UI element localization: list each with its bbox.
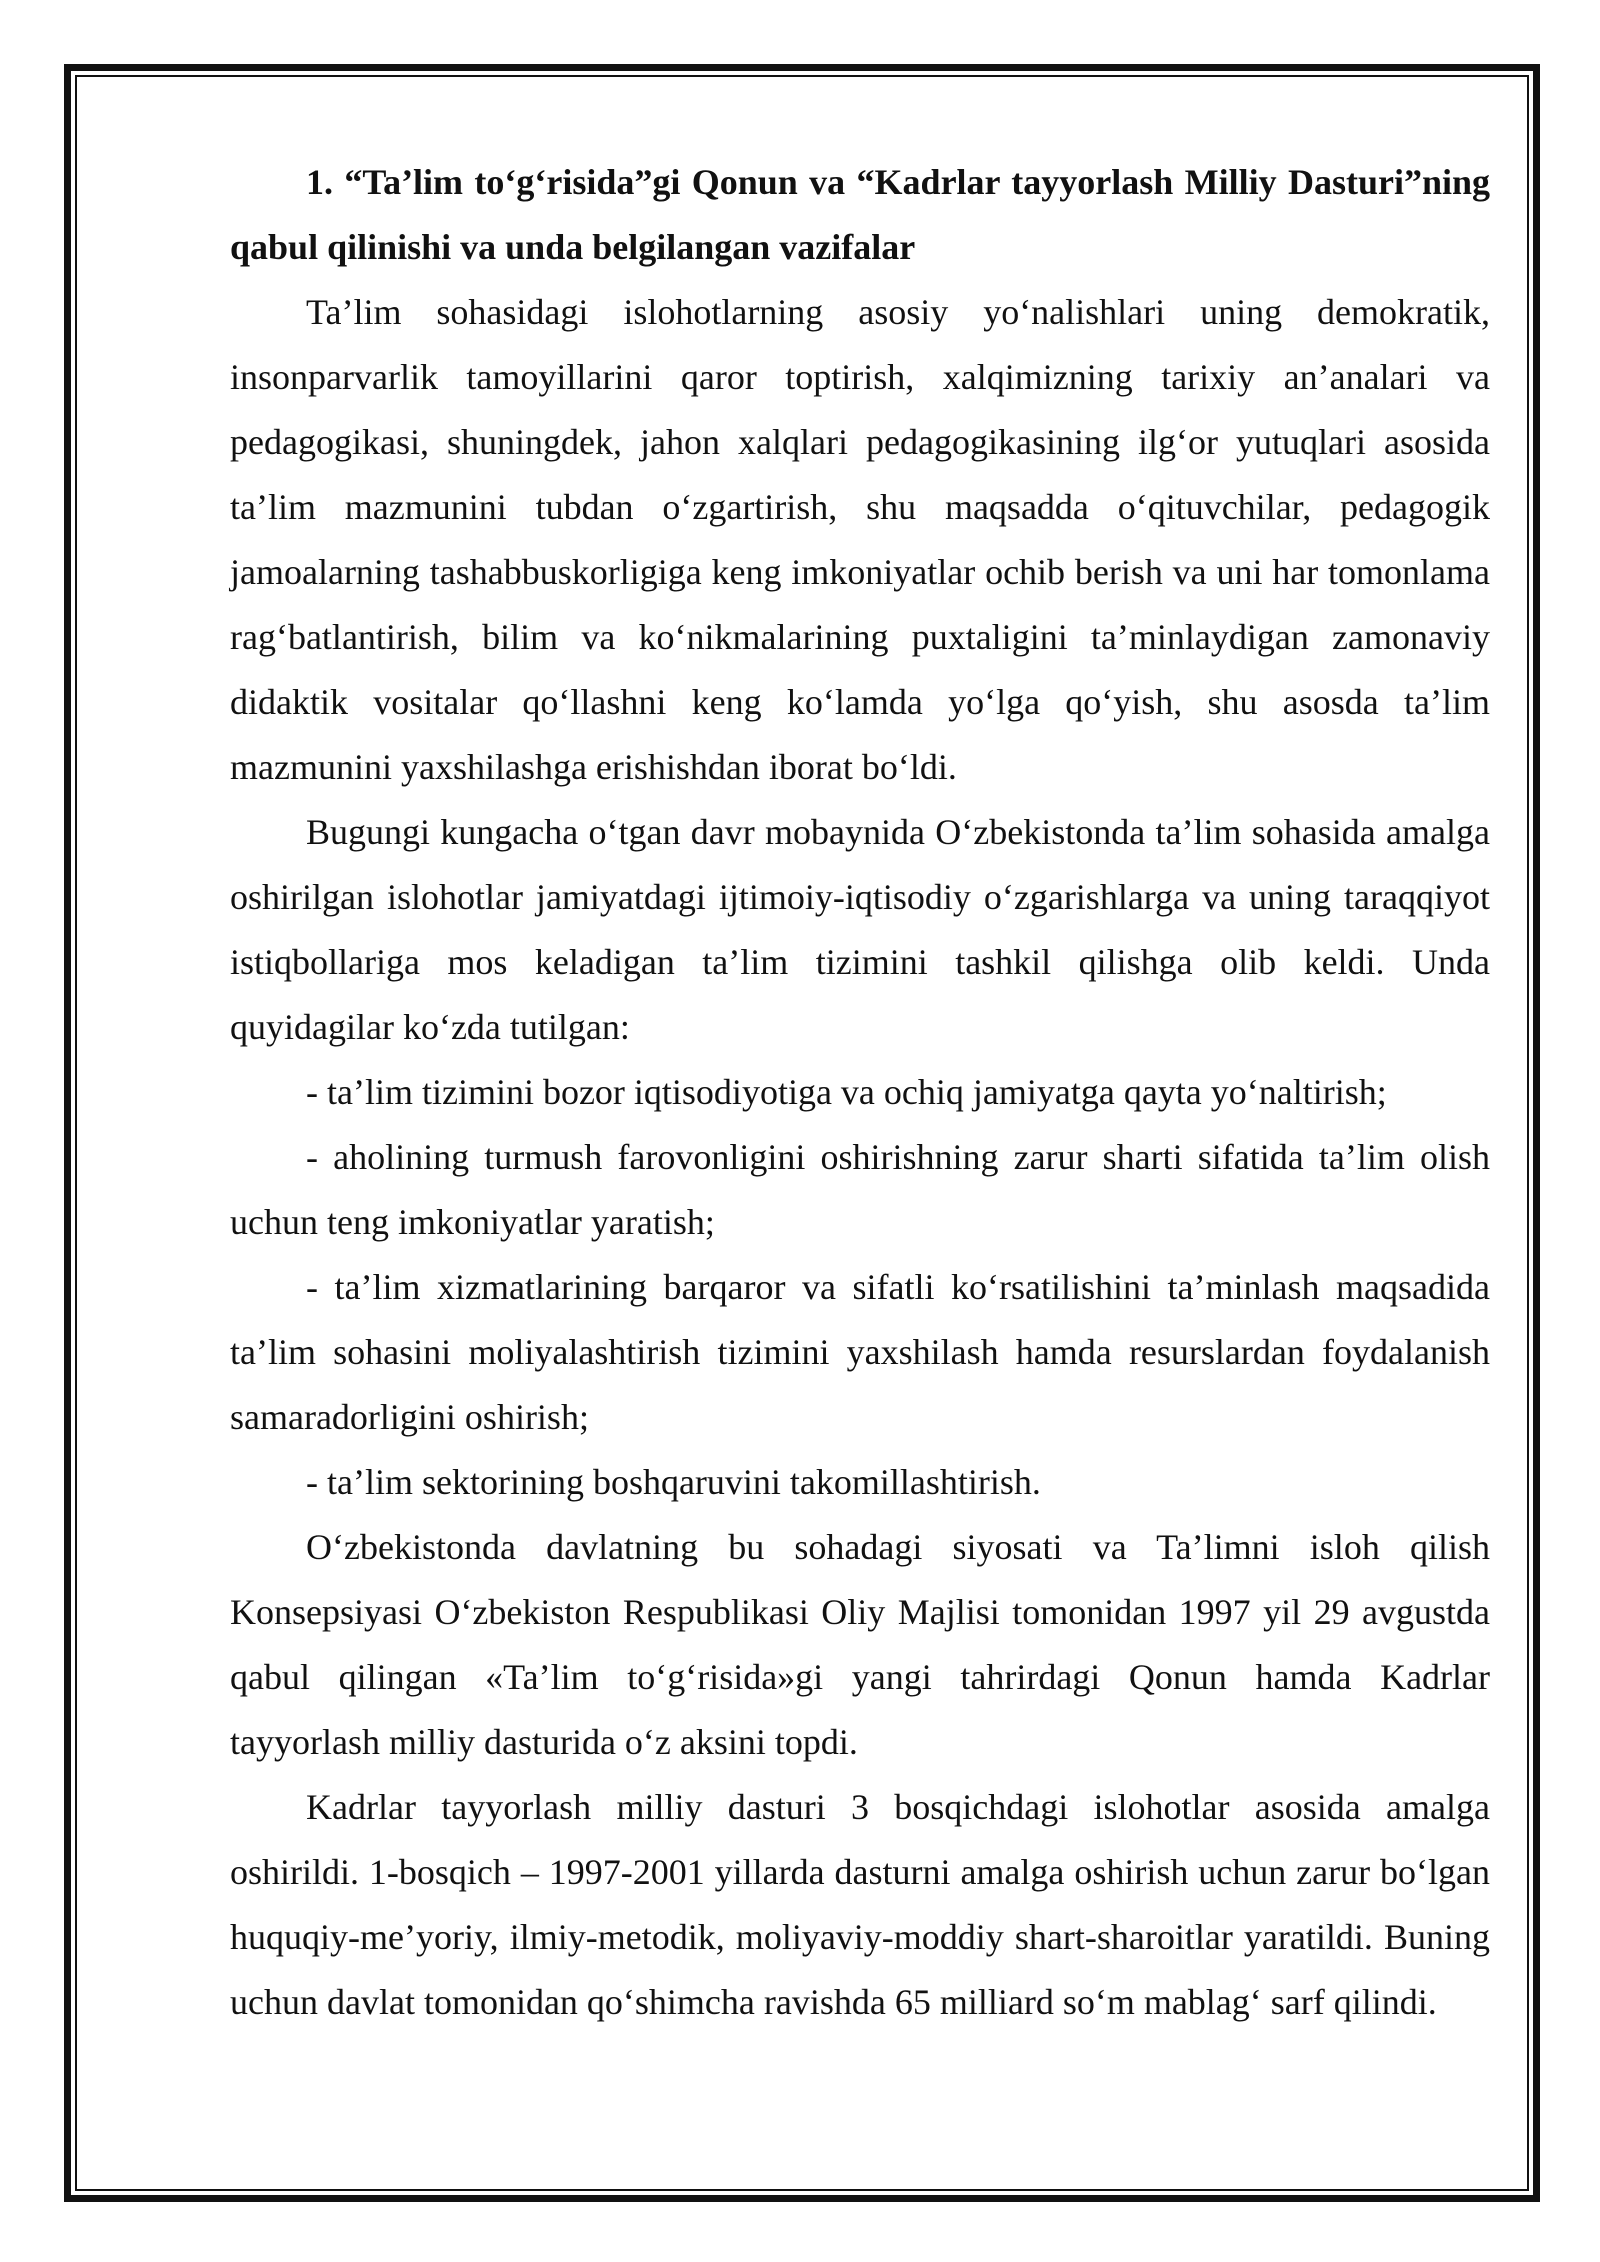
list-item-financing: - ta’lim xizmatlarining barqaror va sifatli ko‘rsatilishini ta’minlash maqsadida ta’lim sohasini moliyalashtirish tizimini yaxshilash hamda resurslardan foydalanish samaradorligini oshirish; — [230, 1267, 1490, 1437]
paragraph-reform-directions: Ta’lim sohasidagi islohotlarning asosiy yo‘nalishlari uning demokratik, insonparvarlik tamoyillarini qaror toptirish, xalqimizning tarixiy an’analari va pedagogikasi, shuningdek, jahon xalqlari pedagogikasining ilg‘or yutuqlari asosida ta’lim mazmunini tubdan o‘zgartirish, shu maqsadda o‘qituvchilar, pedagogik jamoalarning tashabbuskorligiga keng imkoniyatlar ochib berish va uni har tomonlama rag‘batlantirish, bilim va ko‘nikmalarining puxtaligini ta’minlaydigan zamonaviy didaktik vositalar qo‘llashni keng ko‘lamda yo‘lga qo‘yish, shu asosda ta’lim mazmunini yaxshilashga erishishdan iborat bo‘ldi. — [230, 292, 1490, 787]
list-item-management: - ta’lim sektorining boshqaruvini takomillashtirish. — [306, 1462, 1041, 1502]
paragraph-program-stages: Kadrlar tayyorlash milliy dasturi 3 bosqichdagi islohotlar asosida amalga oshirildi. 1-bosqich – 1997-2001 yillarda dasturni amalga oshirish uchun zarur bo‘lgan huquqiy-me’yoriy, ilmiy-metodik, moliyaviy-moddiy shart-sharoitlar yaratildi. Buning uchun davlat tomonidan qo‘shimcha ravishda 65 milliard so‘m mablag‘ sarf qilindi. — [230, 1787, 1490, 2022]
list-item-market-orientation: - ta’lim tizimini bozor iqtisodiyotiga va ochiq jamiyatga qayta yo‘naltirish; — [306, 1072, 1387, 1112]
document-body — [230, 150, 1490, 2035]
list-item-equal-opportunities: - aholining turmush farovonligini oshirishning zarur sharti sifatida ta’lim olish uchun teng imkoniyatlar yaratish; — [230, 1137, 1490, 1242]
paragraph-reform-results: Bugungi kungacha o‘tgan davr mobaynida O‘zbekistonda ta’lim sohasida amalga oshirilgan islohotlar jamiyatdagi ijtimoiy-iqtisodiy o‘zgarishlarga va uning taraqqiyot istiqbollariga mos keladigan ta’lim tizimini tashkil qilishga olib keldi. Unda quyidagilar ko‘zda tutilgan: — [230, 812, 1490, 1047]
section-heading: 1. “Ta’lim to‘g‘risida”gi Qonun va “Kadrlar tayyorlash Milliy Dasturi”ning qabul qilinishi va unda belgilangan vazifalar — [230, 162, 1490, 267]
paragraph-law-adoption: O‘zbekistonda davlatning bu sohadagi siyosati va Ta’limni isloh qilish Konsepsiyasi O‘zbekiston Respublikasi Oliy Majlisi tomonidan 1997 yil 29 avgustda qabul qilingan «Ta’lim to‘g‘risida»gi yangi tahrirdagi Qonun hamda Kadrlar tayyorlash milliy dasturida o‘z aksini topdi. — [230, 1527, 1490, 1762]
